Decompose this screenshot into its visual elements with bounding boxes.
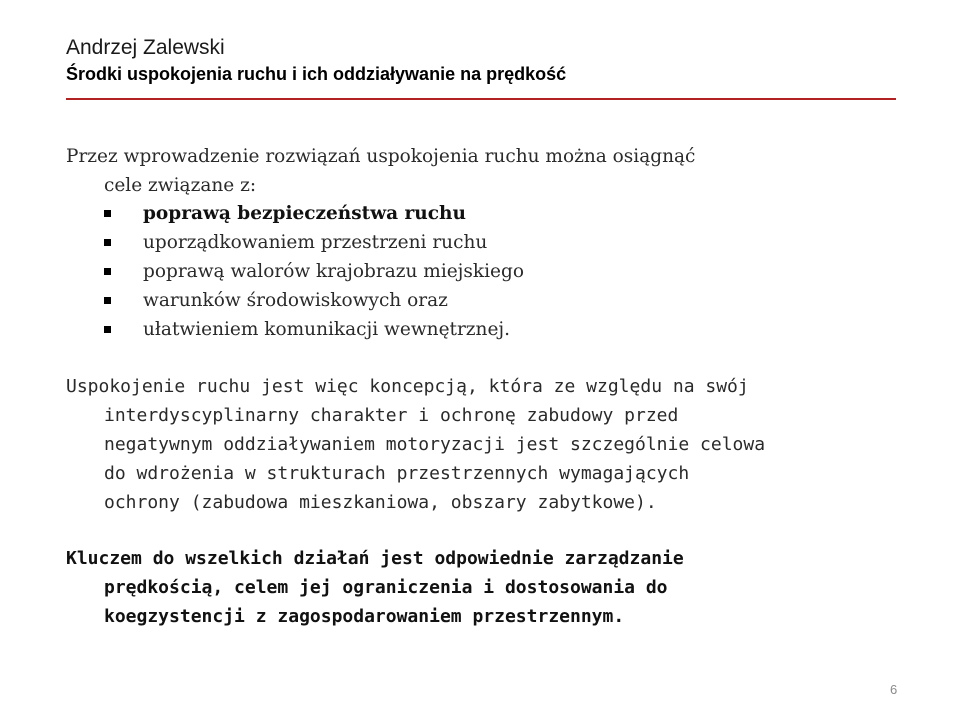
- slide-title: Środki uspokojenia ruchu i ich oddziaływanie na prędkość: [66, 64, 567, 84]
- author-name: Andrzej Zalewski: [66, 36, 225, 59]
- goals-list: [104, 199, 524, 344]
- list-item: [104, 286, 524, 315]
- paragraph-line: do wdrożenia w strukturach przestrzennych wymagających: [104, 463, 690, 484]
- paragraph-line: negatywnym oddziaływaniem motoryzacji jest szczególnie celowa: [104, 434, 766, 455]
- list-item-text: warunków środowiskowych oraz: [143, 290, 448, 311]
- square-bullet-icon: [104, 326, 111, 333]
- list-item-text: poprawą bezpieczeństwa ruchu: [143, 203, 466, 224]
- paragraph-line: Uspokojenie ruchu jest więc koncepcją, która ze względu na swój: [66, 376, 749, 397]
- intro-line: Przez wprowadzenie rozwiązań uspokojenia ruchu można osiągnąć: [66, 146, 696, 167]
- square-bullet-icon: [104, 268, 111, 275]
- paragraph-line: ochrony (zabudowa mieszkaniowa, obszary zabytkowe).: [104, 492, 657, 513]
- list-item-text: uporządkowaniem przestrzeni ruchu: [143, 232, 488, 253]
- title-divider: [66, 98, 896, 100]
- square-bullet-icon: [104, 297, 111, 304]
- list-item-text: ułatwieniem komunikacji wewnętrznej.: [143, 319, 511, 340]
- page-number: 6: [890, 682, 898, 697]
- key-statement-line: koegzystencji z zagospodarowaniem przestrzennym.: [104, 606, 625, 627]
- key-statement-line: Kluczem do wszelkich działań jest odpowiednie zarządzanie: [66, 548, 684, 569]
- list-item-text: poprawą walorów krajobrazu miejskiego: [143, 261, 524, 282]
- intro-text: [66, 142, 866, 200]
- square-bullet-icon: [104, 210, 111, 217]
- square-bullet-icon: [104, 239, 111, 246]
- list-item: [104, 228, 524, 257]
- paragraph-line: interdyscyplinarny charakter i ochronę zabudowy przed: [104, 405, 679, 426]
- intro-line: cele związane z:: [104, 175, 257, 196]
- list-item: [104, 315, 524, 344]
- list-item: [104, 199, 524, 228]
- body-paragraph: [66, 372, 866, 517]
- key-statement-line: prędkością, celem jej ograniczenia i dostosowania do: [104, 577, 668, 598]
- key-statement: [66, 544, 866, 631]
- list-item: [104, 257, 524, 286]
